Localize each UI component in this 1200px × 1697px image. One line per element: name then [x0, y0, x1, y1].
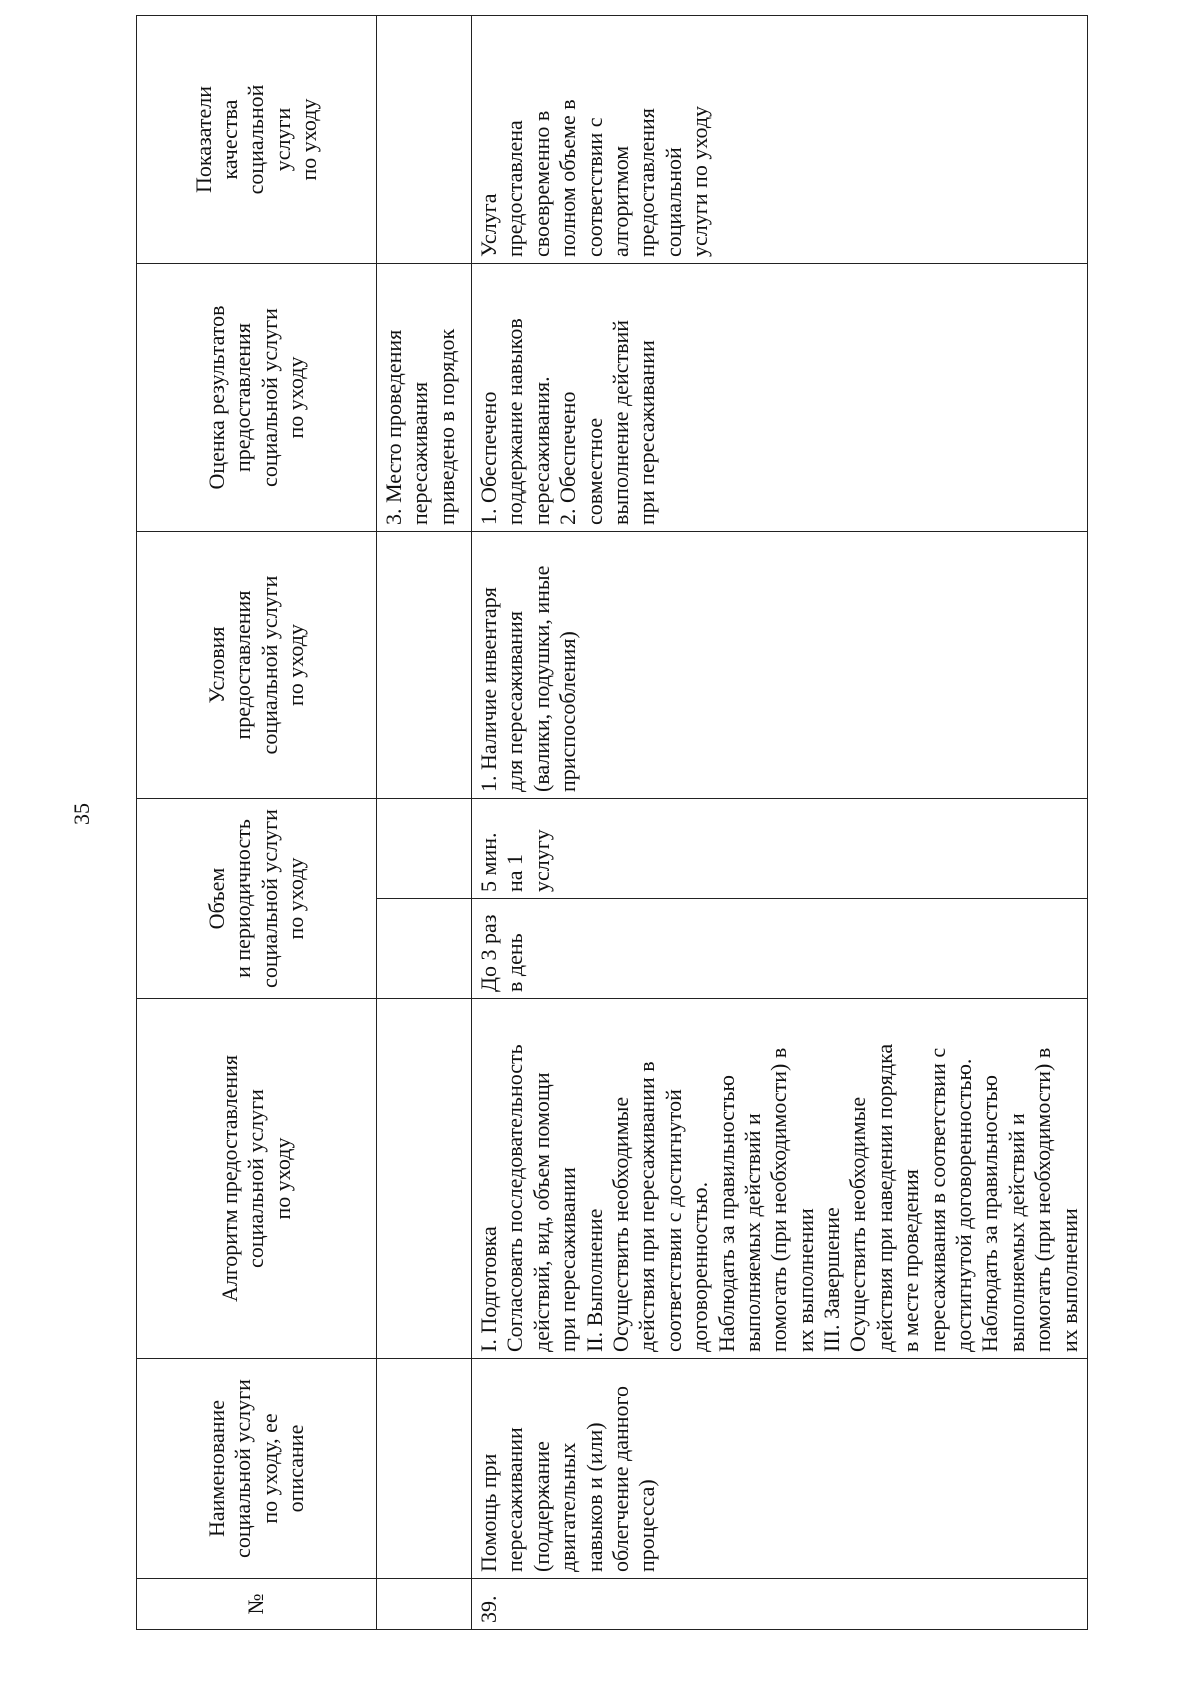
header-algorithm: Алгоритм предоставления социальной услуги по уходу [137, 999, 377, 1359]
cell-empty [377, 532, 472, 799]
service-table-wrapper [136, 16, 1082, 1630]
cell-continuation-evaluation: 3. Место проведения пересаживания приведено в порядок [377, 264, 472, 532]
cell-frequency: До 3 раз в день [472, 899, 1088, 999]
header-number: № [137, 1579, 377, 1630]
cell-evaluation: 1. Обеспечено поддержание навыков пересаживания. 2. Обеспечено совместное выполнение действий при пересаживании [472, 264, 1088, 532]
cell-service-name: Помощь при пересаживании (поддержание двигательных навыков и (или) облегчение данного процесса) [472, 1359, 1088, 1579]
cell-conditions: 1. Наличие инвентаря для пересаживания (валики, подушки, иные приспособления) [472, 532, 1088, 799]
header-volume-frequency: Объем и периодичность социальной услуги по уходу [137, 799, 377, 999]
cell-duration: 5 мин. на 1 услугу [472, 799, 1088, 899]
header-row [137, 16, 377, 1630]
cell-quality: Услуга предоставлена своевременно в полном объеме в соответствии с алгоритмом предоставления социальной услуги по уходу [472, 16, 1088, 264]
header-conditions: Условия предоставления социальной услуги по уходу [137, 532, 377, 799]
header-evaluation: Оценка результатов предоставления социальной услуги по уходу [137, 264, 377, 532]
table-row-continuation [377, 16, 472, 1630]
cell-empty [377, 1359, 472, 1579]
cell-empty [377, 799, 472, 899]
cell-empty [377, 16, 472, 264]
header-service-name: Наименование социальной услуги по уходу, ее описание [137, 1359, 377, 1579]
cell-number: 39. [472, 1579, 1088, 1630]
cell-empty [377, 1579, 472, 1630]
page-number: 35 [69, 803, 94, 825]
service-table [136, 15, 1088, 1630]
header-quality: Показатели качества социальной услуги по уходу [137, 16, 377, 264]
cell-algorithm: I. Подготовка Согласовать последовательность действий, вид, объем помощи при пересаживании II. Выполнение Осуществить необходимые действия при пересаживании в соответствии с достигнутой договоренностью. Наблюдать за правильностью выполняемых действий и помогать (при необходимости) в их выполнении III. Завершение Осуществить необходимые действия при наведении порядка в месте проведения пересаживания в соответствии с достигнутой договоренностью. Наблюдать за правильностью выполняемых действий и помогать (при необходимости) в их выполнении [472, 999, 1088, 1359]
cell-empty [377, 899, 472, 999]
table-row-39 [472, 16, 1088, 1630]
cell-empty [377, 999, 472, 1359]
